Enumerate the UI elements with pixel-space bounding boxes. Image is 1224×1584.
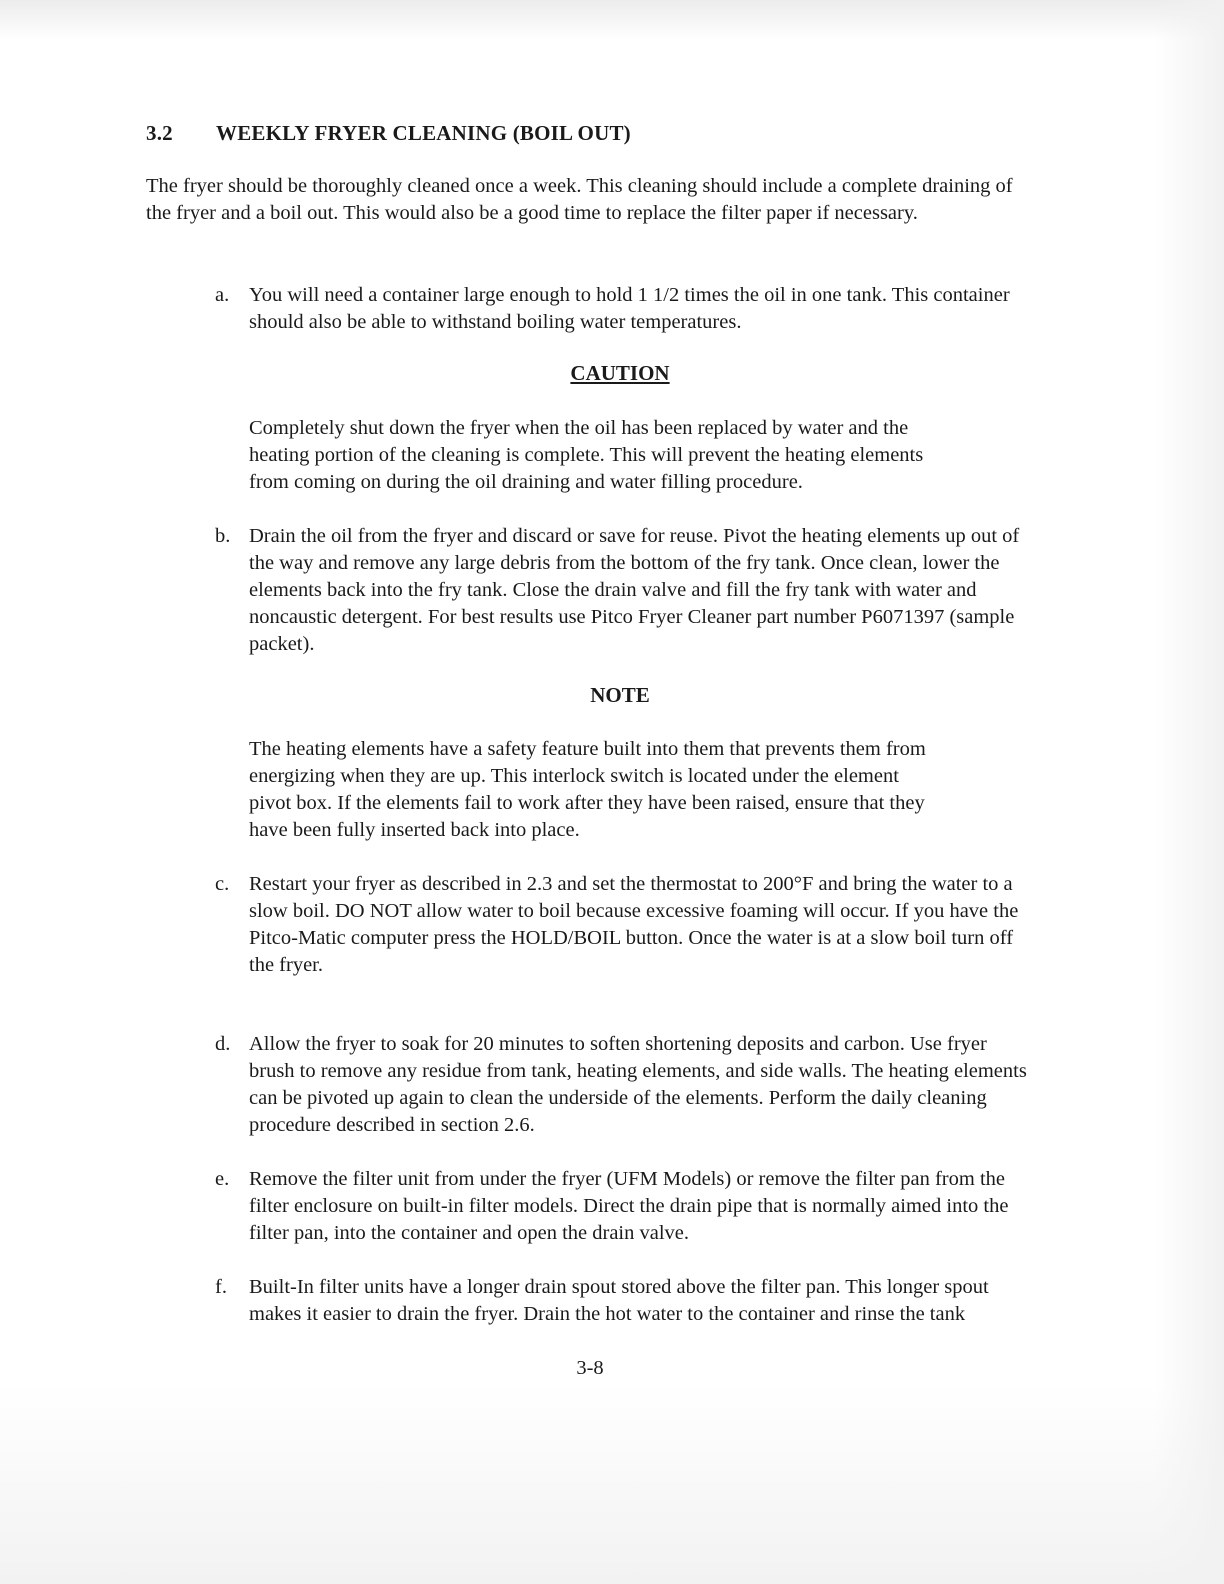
step-e — [215, 1166, 1030, 1247]
note-text: The heating elements have a safety feature built into them that prevents them from energizing when they are up. This interlock switch is located under the element pivot box. If the elements fail to work after they have been raised, ensure that they have been fully inserted back into place. — [249, 738, 926, 841]
intro-paragraph: The fryer should be thoroughly cleaned once a week. This cleaning should include a complete draining of the fryer and a boil out. This would also be a good time to replace the filter paper if necessary. — [146, 175, 1013, 224]
step-letter: c. — [215, 873, 230, 895]
caution-title: CAUTION — [570, 361, 670, 385]
step-letter: f. — [215, 1276, 227, 1298]
step-a — [215, 282, 1030, 336]
step-text: Allow the fryer to soak for 20 minutes to soften shortening deposits and carbon. Use fryer brush to remove any residue from tank, heating elements, and side walls. The heating elements can be pivoted up again to clean the underside of the elements. Perform the daily cleaning procedure described in section 2.6. — [249, 1033, 1027, 1136]
step-d — [215, 1031, 1030, 1139]
scan-shadow-bottom — [0, 1384, 1224, 1584]
section-number: 3.2 — [146, 121, 173, 145]
step-text: Built-In filter units have a longer drain spout stored above the filter pan. This longer spout makes it easier to drain the fryer. Drain the hot water to the container and rinse the tank — [249, 1276, 989, 1325]
step-letter: a. — [215, 284, 230, 306]
step-letter: b. — [215, 525, 231, 547]
caution-text: Completely shut down the fryer when the oil has been replaced by water and the heating portion of the cleaning is complete. This will prevent the heating elements from coming on during the oil draining and water filling procedure. — [249, 417, 924, 493]
step-c — [215, 871, 1030, 979]
step-text: You will need a container large enough to hold 1 1/2 times the oil in one tank. This container should also be able to withstand boiling water temperatures. — [249, 284, 1010, 333]
step-text: Remove the filter unit from under the fryer (UFM Models) or remove the filter pan from the filter enclosure on built-in filter models. Direct the drain pipe that is normally aimed into the filter pan, into the container and open the drain valve. — [249, 1168, 1009, 1244]
step-text: Restart your fryer as described in 2.3 and set the thermostat to 200°F and bring the water to a slow boil. DO NOT allow water to boil because excessive foaming will occur. If you have the Pitco-Matic computer press the HOLD/BOIL button. Once the water is at a slow boil turn off the fryer. — [249, 873, 1019, 976]
step-text: Drain the oil from the fryer and discard or save for reuse. Pivot the heating elements up out of the way and remove any large debris from the bottom of the fry tank. Once clean, lower the elements back into the fry tank. Close the drain valve and fill the fry tank with water and noncaustic detergent. For best results use Pitco Fryer Cleaner part number P6071397 (sample packet). — [249, 525, 1020, 655]
step-f — [215, 1274, 1030, 1328]
step-b — [215, 523, 1030, 658]
section-heading — [146, 121, 631, 146]
note-title: NOTE — [590, 683, 650, 707]
scan-shadow-right — [1154, 0, 1224, 1584]
page-number: 3-8 — [576, 1357, 604, 1379]
scan-shadow-top — [0, 0, 1224, 40]
section-title: WEEKLY FRYER CLEANING (BOIL OUT) — [216, 121, 631, 145]
step-letter: e. — [215, 1168, 230, 1190]
step-letter: d. — [215, 1033, 231, 1055]
